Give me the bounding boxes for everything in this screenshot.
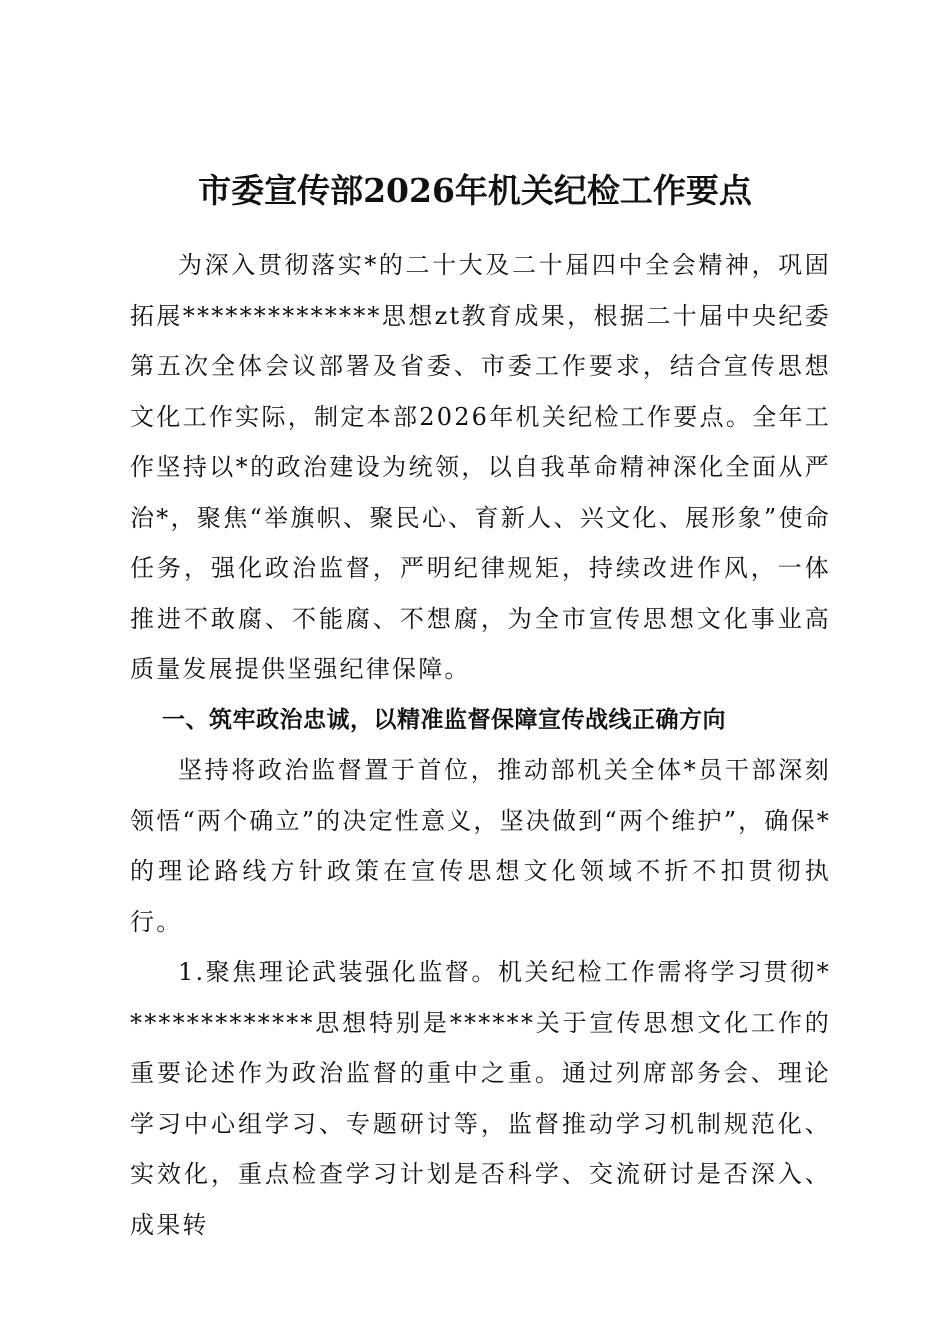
section-heading-1: 一、筑牢政治忠诚，以精准监督保障宣传战线正确方向 <box>162 706 726 733</box>
item-1-paragraph: 1.聚焦理论武装强化监督。机关纪检工作需将学习贯彻**************思想特别是******关于宣传思想文化工作的重要论述作为政治监督的重中之重。通过列席部务会、理论学习中心组学习、专题研讨等，监督推动学习机制规范化、实效化，重点检查学习计划是否科学、交流研讨是否深入、成果转 <box>130 958 831 1239</box>
document-title: 市委宣传部2026年机关纪检工作要点 <box>198 171 752 210</box>
document-body <box>130 240 831 1250</box>
intro-paragraph: 为深入贯彻落实*的二十大及二十届四中全会精神，巩固拓展**************思想zt教育成果，根据二十届中央纪委第五次全体会议部署及省委、市委工作要求，结合宣传思想文化工作实际，制定本部2026年机关纪检工作要点。全年工作坚持以*的政治建设为统领，以自我革命精神深化全面从严治*，聚焦“举旗帜、聚民心、育新人、兴文化、展形象”使命任务，强化政治监督，严明纪律规矩，持续改进作风，一体推进不敢腐、不能腐、不想腐，为全市宣传思想文化事业高质量发展提供坚强纪律保障。 <box>130 251 831 683</box>
section-1-paragraph: 坚持将政治监督置于首位，推动部机关全体*员干部深刻领悟“两个确立”的决定性意义，坚决做到“两个维护”，确保*的理论路线方针政策在宣传思想文化领域不折不扣贯彻执行。 <box>130 756 831 936</box>
